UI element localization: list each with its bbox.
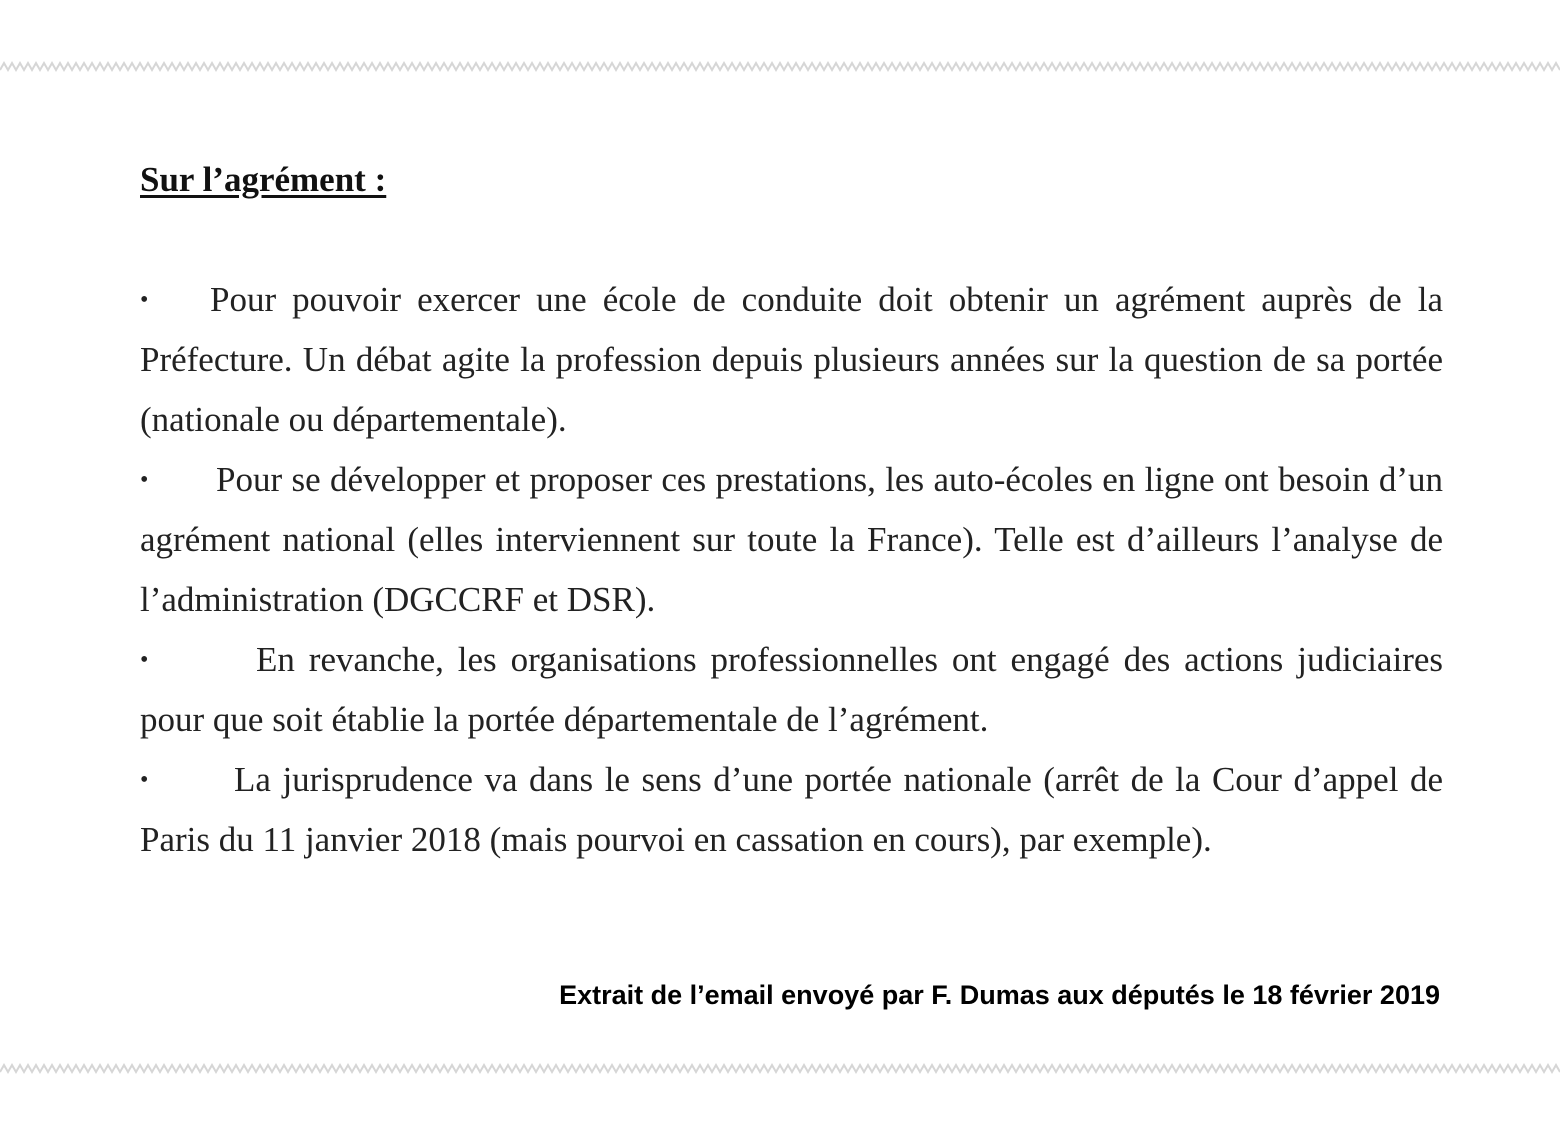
bullet-icon: • — [140, 767, 149, 793]
bullet-list — [140, 270, 1443, 870]
list-item — [140, 750, 1443, 870]
list-item — [140, 630, 1443, 750]
bottom-torn-edge — [0, 1062, 1560, 1076]
bullet-text: En revanche, les organisations professionnelles ont engagé des actions judiciaires pour que soit établie la portée départementale de l’agrément. — [140, 640, 1443, 739]
bullet-icon: • — [140, 647, 149, 673]
bullet-icon: • — [140, 287, 149, 313]
bullet-text: Pour pouvoir exercer une école de conduite doit obtenir un agrément auprès de la Préfecture. Un débat agite la profession depuis plusieurs années sur la question de sa portée (nationale ou départementale). — [140, 280, 1443, 439]
top-torn-edge — [0, 60, 1560, 74]
bullet-icon: • — [140, 467, 149, 493]
source-caption: Extrait de l’email envoyé par F. Dumas aux députés le 18 février 2019 — [559, 980, 1440, 1010]
document-excerpt — [140, 150, 1443, 870]
bullet-text: La jurisprudence va dans le sens d’une portée nationale (arrêt de la Cour d’appel de Paris du 11 janvier 2018 (mais pourvoi en cassation en cours), par exemple). — [140, 760, 1443, 859]
bullet-text: Pour se développer et proposer ces prestations, les auto-écoles en ligne ont besoin d’un agrément national (elles interviennent sur toute la France). Telle est d’ailleurs l’analyse de l’administration (DGCCRF et DSR). — [140, 460, 1443, 619]
list-item — [140, 450, 1443, 630]
section-heading: Sur l’agrément : — [140, 160, 387, 199]
list-item — [140, 270, 1443, 450]
